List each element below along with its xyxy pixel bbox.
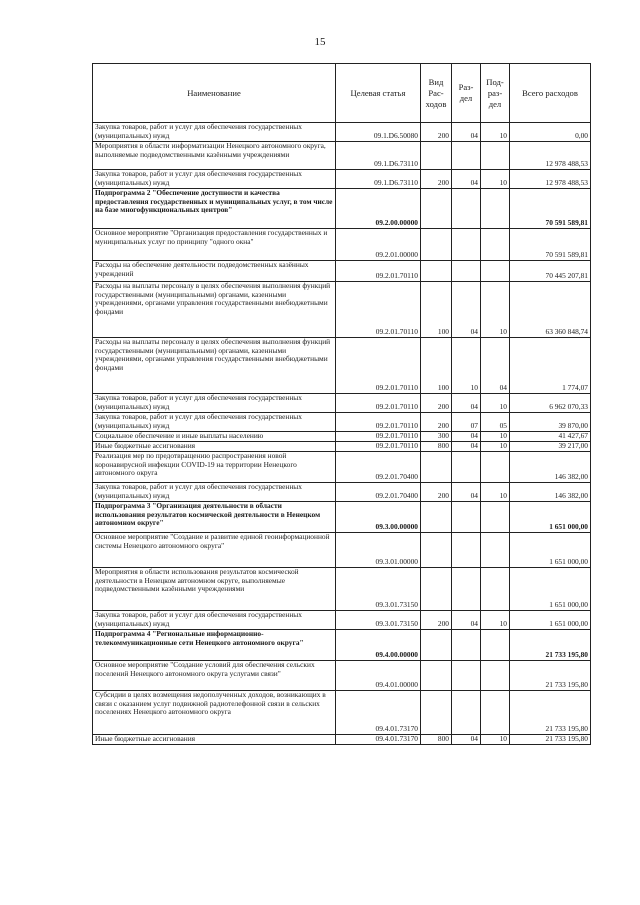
table-row (93, 282, 591, 338)
row-total-cell: 21 733 195,80 (510, 630, 591, 661)
row-expense-type-cell: 200 (421, 123, 452, 142)
table-row (93, 142, 591, 170)
row-subsection-cell (481, 502, 510, 533)
table-row (93, 413, 591, 432)
row-section-cell (452, 533, 481, 568)
row-total-cell: 21 733 195,80 (510, 661, 591, 691)
row-section-cell (452, 568, 481, 611)
table-body (93, 123, 591, 745)
row-total-cell: 1 651 000,00 (510, 502, 591, 533)
header-subsection: Под-раз-дел (481, 64, 510, 123)
row-subsection-cell (481, 691, 510, 735)
row-subsection-cell: 10 (481, 432, 510, 442)
row-subsection-cell: 10 (481, 483, 510, 502)
table-row (93, 661, 591, 691)
header-section: Раз-дел (452, 64, 481, 123)
row-section-cell: 04 (452, 735, 481, 745)
row-total-cell: 39 217,00 (510, 442, 591, 452)
row-target-code-cell: 09.2.01.70110 (336, 442, 421, 452)
row-name-cell: Подпрограмма 4 "Региональные информационно-телекоммуникационные сети Ненецкого автономного округа" (93, 630, 336, 661)
table-row (93, 568, 591, 611)
row-expense-type-cell (421, 142, 452, 170)
row-total-cell: 21 733 195,80 (510, 735, 591, 745)
row-target-code-cell: 09.2.01.70110 (336, 394, 421, 413)
row-section-cell: 04 (452, 611, 481, 630)
row-target-code-cell: 09.2.01.70110 (336, 413, 421, 432)
row-total-cell: 0,00 (510, 123, 591, 142)
row-target-code-cell: 09.4.01.73170 (336, 735, 421, 745)
row-expense-type-cell (421, 502, 452, 533)
table-row (93, 432, 591, 442)
row-total-cell: 39 870,00 (510, 413, 591, 432)
row-subsection-cell: 04 (481, 338, 510, 394)
row-subsection-cell: 10 (481, 611, 510, 630)
row-expense-type-cell (421, 691, 452, 735)
row-subsection-cell: 10 (481, 282, 510, 338)
row-expense-type-cell (421, 261, 452, 282)
row-target-code-cell: 09.2.00.00000 (336, 189, 421, 229)
row-name-cell: Реализация мер по предотвращению распространения новой коронавирусной инфекции COVID-19 на территории Ненецкого автономного округа (93, 452, 336, 483)
row-name-cell: Подпрограмма 3 "Организация деятельности в области использования результатов космической деятельности в Ненецком автономном округе" (93, 502, 336, 533)
row-expense-type-cell: 200 (421, 394, 452, 413)
row-section-cell: 04 (452, 442, 481, 452)
row-subsection-cell (481, 189, 510, 229)
row-section-cell: 07 (452, 413, 481, 432)
row-name-cell: Закупка товаров, работ и услуг для обеспечения государственных (муниципальных) нужд (93, 394, 336, 413)
row-name-cell: Основное мероприятие "Организация предоставления государственных и муниципальных услуг по принципу "одного окна" (93, 229, 336, 261)
table-row (93, 442, 591, 452)
row-section-cell (452, 630, 481, 661)
table-row (93, 691, 591, 735)
row-section-cell (452, 691, 481, 735)
row-subsection-cell: 10 (481, 442, 510, 452)
row-subsection-cell: 10 (481, 170, 510, 189)
table-row (93, 630, 591, 661)
row-target-code-cell: 09.3.01.73150 (336, 611, 421, 630)
row-total-cell: 21 733 195,80 (510, 691, 591, 735)
row-subsection-cell (481, 630, 510, 661)
row-total-cell: 63 360 848,74 (510, 282, 591, 338)
row-subsection-cell (481, 452, 510, 483)
row-name-cell: Расходы на выплаты персоналу в целях обеспечения выполнения функций государственными (муниципальными) органами, казенными учреждениями, органами управления государственными внебюджетными фондами (93, 338, 336, 394)
row-name-cell: Расходы на обеспечение деятельности подведомственных казённых учреждений (93, 261, 336, 282)
row-section-cell: 04 (452, 170, 481, 189)
row-name-cell: Социальное обеспечение и иные выплаты населению (93, 432, 336, 442)
row-name-cell: Субсидии в целях возмещения недополученных доходов, возникающих в связи с оказанием услуг подвижной радиотелефонной связи в сельских поселениях Ненецкого автономного округа (93, 691, 336, 735)
row-name-cell: Иные бюджетные ассигнования (93, 735, 336, 745)
row-subsection-cell (481, 661, 510, 691)
row-target-code-cell: 09.4.00.00000 (336, 630, 421, 661)
row-section-cell (452, 452, 481, 483)
row-name-cell: Закупка товаров, работ и услуг для обеспечения государственных (муниципальных) нужд (93, 611, 336, 630)
row-target-code-cell: 09.1.D6.73110 (336, 142, 421, 170)
table-row (93, 189, 591, 229)
row-section-cell (452, 261, 481, 282)
table-row (93, 229, 591, 261)
row-expense-type-cell: 200 (421, 483, 452, 502)
row-section-cell (452, 502, 481, 533)
row-expense-type-cell (421, 630, 452, 661)
row-name-cell: Закупка товаров, работ и услуг для обеспечения государственных (муниципальных) нужд (93, 413, 336, 432)
row-expense-type-cell (421, 533, 452, 568)
row-section-cell: 10 (452, 338, 481, 394)
row-expense-type-cell (421, 452, 452, 483)
row-name-cell: Основное мероприятие "Создание условий для обеспечения сельских поселений Ненецкого автономного округа услугами связи" (93, 661, 336, 691)
row-total-cell: 70 591 589,81 (510, 189, 591, 229)
row-expense-type-cell: 200 (421, 170, 452, 189)
table-header-row (93, 64, 591, 123)
row-section-cell (452, 142, 481, 170)
row-name-cell: Основное мероприятие "Создание и развитие единой геоинформационной системы Ненецкого автономного округа" (93, 533, 336, 568)
row-total-cell: 12 978 488,53 (510, 142, 591, 170)
row-section-cell (452, 189, 481, 229)
row-subsection-cell (481, 142, 510, 170)
row-expense-type-cell: 800 (421, 735, 452, 745)
row-total-cell: 70 591 589,81 (510, 229, 591, 261)
row-name-cell: Мероприятия в области использования результатов космической деятельности в Ненецком автономном округе, выполняемые подведомственными казёнными учреждениями (93, 568, 336, 611)
row-expense-type-cell: 100 (421, 282, 452, 338)
row-name-cell: Мероприятия в области информатизации Ненецкого автономного округа, выполняемые подведомственными казёнными учреждениями (93, 142, 336, 170)
row-name-cell: Подпрограмма 2 "Обеспечение доступности и качества предоставления государственных и муниципальных услуг, в том числе на базе многофункциональных центров" (93, 189, 336, 229)
row-expense-type-cell: 100 (421, 338, 452, 394)
row-expense-type-cell: 800 (421, 442, 452, 452)
table-row (93, 394, 591, 413)
row-total-cell: 6 962 070,33 (510, 394, 591, 413)
table-row (93, 502, 591, 533)
row-target-code-cell: 09.1.D6.73110 (336, 170, 421, 189)
row-section-cell: 04 (452, 282, 481, 338)
table-row (93, 338, 591, 394)
row-total-cell: 1 651 000,00 (510, 568, 591, 611)
row-expense-type-cell: 200 (421, 611, 452, 630)
page-number: 15 (314, 36, 326, 48)
row-name-cell: Иные бюджетные ассигнования (93, 442, 336, 452)
row-section-cell: 04 (452, 394, 481, 413)
row-section-cell (452, 229, 481, 261)
row-subsection-cell: 10 (481, 735, 510, 745)
table-row (93, 123, 591, 142)
table-row (93, 170, 591, 189)
row-target-code-cell: 09.3.00.00000 (336, 502, 421, 533)
row-target-code-cell: 09.4.01.73170 (336, 691, 421, 735)
row-subsection-cell (481, 229, 510, 261)
row-subsection-cell (481, 261, 510, 282)
row-target-code-cell: 09.2.01.70110 (336, 338, 421, 394)
table-row (93, 533, 591, 568)
row-subsection-cell (481, 568, 510, 611)
row-target-code-cell: 09.2.01.00000 (336, 229, 421, 261)
header-total-expenses: Всего расходов (510, 64, 591, 123)
row-target-code-cell: 09.2.01.70110 (336, 261, 421, 282)
row-name-cell: Закупка товаров, работ и услуг для обеспечения государственных (муниципальных) нужд (93, 483, 336, 502)
row-expense-type-cell: 200 (421, 413, 452, 432)
row-name-cell: Закупка товаров, работ и услуг для обеспечения государственных (муниципальных) нужд (93, 123, 336, 142)
row-name-cell: Расходы на выплаты персоналу в целях обеспечения выполнения функций государственными (муниципальными) органами, казенными учреждениями, органами управления государственными внебюджетными фондами (93, 282, 336, 338)
row-total-cell: 12 978 488,53 (510, 170, 591, 189)
header-expense-type: Вид Рас-ходов (421, 64, 452, 123)
row-target-code-cell: 09.2.01.70400 (336, 483, 421, 502)
row-total-cell: 1 651 000,00 (510, 611, 591, 630)
header-name: Наименование (93, 64, 336, 123)
table-row (93, 452, 591, 483)
row-total-cell: 1 651 000,00 (510, 533, 591, 568)
row-total-cell: 70 445 207,81 (510, 261, 591, 282)
header-target-article: Целевая статья (336, 64, 421, 123)
row-subsection-cell (481, 533, 510, 568)
row-target-code-cell: 09.3.01.00000 (336, 533, 421, 568)
row-target-code-cell: 09.2.01.70400 (336, 452, 421, 483)
row-subsection-cell: 05 (481, 413, 510, 432)
row-section-cell: 04 (452, 123, 481, 142)
row-section-cell: 04 (452, 432, 481, 442)
row-expense-type-cell (421, 661, 452, 691)
row-total-cell: 146 382,00 (510, 452, 591, 483)
row-subsection-cell: 10 (481, 394, 510, 413)
row-expense-type-cell (421, 189, 452, 229)
row-name-cell: Закупка товаров, работ и услуг для обеспечения государственных (муниципальных) нужд (93, 170, 336, 189)
row-total-cell: 146 382,00 (510, 483, 591, 502)
expenditure-table (92, 63, 591, 745)
row-target-code-cell: 09.4.01.00000 (336, 661, 421, 691)
table-row (93, 735, 591, 745)
row-expense-type-cell (421, 229, 452, 261)
row-expense-type-cell: 300 (421, 432, 452, 442)
row-target-code-cell: 09.2.01.70110 (336, 282, 421, 338)
table-row (93, 483, 591, 502)
row-expense-type-cell (421, 568, 452, 611)
table-row (93, 261, 591, 282)
table-row (93, 611, 591, 630)
row-total-cell: 1 774,07 (510, 338, 591, 394)
row-section-cell: 04 (452, 483, 481, 502)
row-target-code-cell: 09.2.01.70110 (336, 432, 421, 442)
row-target-code-cell: 09.3.01.73150 (336, 568, 421, 611)
row-total-cell: 41 427,67 (510, 432, 591, 442)
row-section-cell (452, 661, 481, 691)
row-subsection-cell: 10 (481, 123, 510, 142)
row-target-code-cell: 09.1.D6.50080 (336, 123, 421, 142)
